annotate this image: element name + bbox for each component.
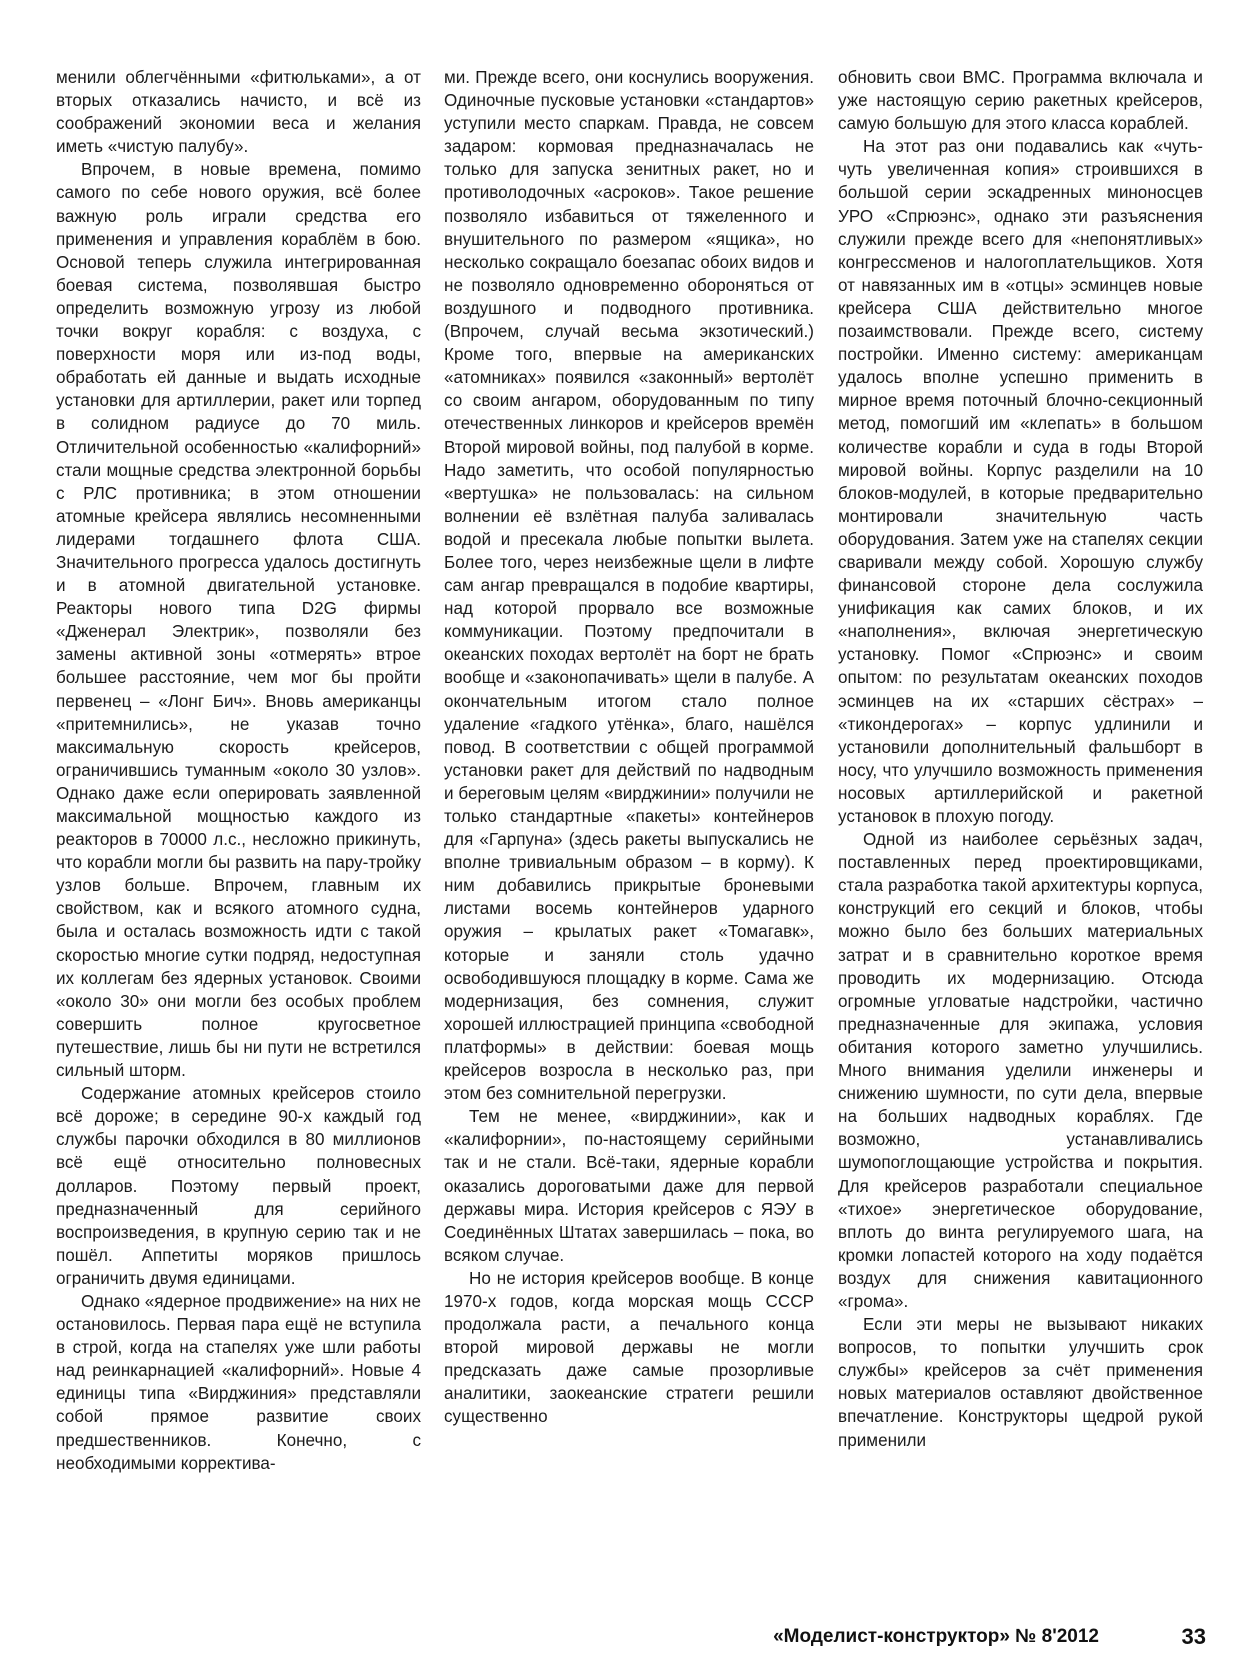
text-column-1 [56,66,421,1475]
text-column-3 [838,66,1203,1452]
magazine-title: «Моделист-конструктор» № 8'2012 [773,1626,1099,1647]
paragraph: менили облегчёнными «фитюльками», а от вторых отказались начисто, и всё из соображений экономии веса и желания иметь «чистую палубу». [56,68,421,157]
text-column-2 [444,66,814,1429]
paragraph: Но не история крейсеров вообще. В конце 1970-х годов, когда морская мощь СССР продолжала расти, а печального конца второй мировой державы не могли предсказать даже самые прозорливые аналитики, заокеанские стратеги решили существенно [444,1268,814,1427]
page-footer [0,1626,1254,1652]
paragraph: Однако «ядерное продвижение» на них не остановилось. Первая пара ещё не вступила в строй, когда на стапелях уже шли работы над реинкарнацией «калифорний». Новые 4 единицы типа «Вирджиния» представляли собой прямое развитие своих предшественников. Конечно, с необходимыми корректива- [56,1291,421,1473]
paragraph: Впрочем, в новые времена, помимо самого по себе нового оружия, всё более важную роль играли средства его применения и управления кораблём в бою. Основой теперь служила интегрированная боевая система, позволявшая быстро определить возможную угрозу из любой точки вокруг корабля: с воздуха, с поверхности моря или из-под воды, обработать ей данные и выдать исходные установки для артиллерии, ракет или торпед в солидном радиусе до 70 миль. Отличительной особенностью «калифорний» стали мощные средства электронной борьбы с РЛС противника; в этом отношении атомные крейсера являлись несомненными лидерами тогдашнего флота США. Значительного прогресса удалось достигнуть и в атомной двигательной установке. Реакторы нового типа D2G фирмы «Дженерал Электрик», позволяли без замены активной зоны «отмерять» втрое большее расстояние, чем мог бы пройти первенец – «Лонг Бич». Вновь американцы «притемнились», не указав точно максимальную скорость крейсеров, ограничившись туманным «около 30 узлов». Однако даже если оперировать заявленной максимальной мощностью каждого из реакторов в 70000 л.с., несложно прикинуть, что корабли могли бы развить на пару-тройку узлов больше. Впрочем, главным их свойством, как и всякого атомного судна, была и осталась возможность идти с такой скоростью многие сутки подряд, недоступная их коллегам без ядерных установок. Своими «около 30» они могли без особых проблем совершить полное кругосветное путешествие, лишь бы ни пути не встретился сильный шторм. [56,160,421,1081]
page-number: 33 [1181,1624,1206,1649]
paragraph: Содержание атомных крейсеров стоило всё дороже; в середине 90-х каждый год службы парочки обходился в 80 миллионов всё ещё относительно полновесных долларов. Поэтому первый проект, предназначенный для серийного воспроизведения, в крупную серию так и не пошёл. Аппетиты моряков пришлось ограничить двумя единицами. [56,1084,421,1288]
paragraph: ми. Прежде всего, они коснулись вооружения. Одиночные пусковые установки «стандартов» уступили место спаркам. Правда, не совсем задаром: кормовая предназначалась не только для запуска зенитных ракет, но и противолодочных «асроков». Такое решение позволяло избавиться от тяжеленного и внушительного по размером «ящика», но несколько сокращало боезапас обоих видов и не позволяло одновременно обороняться от воздушного и подводного противника. (Впрочем, случай весьма экзотический.) Кроме того, впервые на американских «атомниках» появился «законный» вертолёт со своим ангаром, оборудованным по типу отечественных линкоров и крейсеров времён Второй мировой войны, под палубой в корме. Надо заметить, что особой популярностью «вертушка» не пользовалась: на сильном волнении её взлётная палуба заливалась водой и пресекала любые попытки вылета. Более того, через неизбежные щели в лифте сам ангар превращался в подобие квартиры, над которой прорвало все возможные коммуникации. Поэтому предпочитали в океанских походах вертолёт на борт не брать вообще и «законопачивать» щели в палубе. А окончательным итогом стало полное удаление «гадкого утёнка», благо, нашёлся повод. В соответствии с общей программой установки ракет для действий по надводным и береговым целям «вирджинии» получили не только стандартные «пакеты» контейнеров для «Гарпуна» (здесь ракеты выпускались не вполне тривиальным образом – в корму). К ним добавились прикрытые броневыми листами восемь контейнеров ударного оружия – крылатых ракет «Томагавк», которые и заняли столь удачно освободившуюся площадку в корме. Сама же модернизация, без сомнения, служит хорошей иллюстрацией принципа «свободной платформы» в действии: боевая мощь крейсеров возросла в несколько раз, при этом без сомнительной перегрузки. [444,68,814,1104]
paragraph: Одной из наиболее серьёзных задач, поставленных перед проектировщиками, стала разработка такой архитектуры корпуса, конструкций его секций и блоков, чтобы можно было без больших материальных затрат и в сравнительно короткое время проводить их модернизацию. Отсюда огромные угловатые надстройки, частично предназначенные для экипажа, условия обитания которого заметно улучшились. Много внимания уделили инженеры и снижению шумности, по сути дела, впервые на больших надводных кораблях. Где возможно, устанавливались шумопоглощающие устройства и покрытия. Для крейсеров разработали специальное «тихое» энергетическое оборудование, вплоть до винта регулируемого шага, на кромки лопастей которого на ходу подаётся воздух для снижения кавитационного «грома». [838,830,1203,1311]
paragraph: обновить свои ВМС. Программа включала и уже настоящую серию ракетных крейсеров, самую большую для этого класса кораблей. [838,68,1203,134]
paragraph: На этот раз они подавались как «чуть-чуть увеличенная копия» строившихся в большой серии эскадренных миноносцев УРО «Спрюэнс», однако эти разъяснения служили прежде всего для «непонятливых» конгрессменов и налогоплательщиков. Хотя от навязанных им в «отцы» эсминцев новые крейсера США действительно многое позаимствовали. Прежде всего, систему постройки. Именно систему: американцам удалось вполне успешно применить в мирное время поточный блочно-секционный метод, помогший им «клепать» в большом количестве корабли и суда в годы Второй мировой войны. Корпус разделили на 10 блоков-модулей, в которые предварительно монтировали значительную часть оборудования. Затем уже на стапелях секции сваривали между собой. Хорошую службу финансовой стороне дела сослужила унификация как самих блоков, и их «наполнения», включая энергетическую установку. Помог «Спрюэнс» и своим опытом: по результатам океанских походов эсминцев на их «старших сёстрах» – «тикондерогах» – корпус удлинили и установили дополнительный фальшборт в носу, что улучшило возможность применения носовых артиллерийской и ракетной установок в плохую погоду. [838,137,1203,826]
paragraph: Тем не менее, «вирджинии», как и «калифорнии», по-настоящему серийными так и не стали. Всё-таки, ядерные корабли оказались дороговатыми даже для первой державы мира. История крейсеров с ЯЭУ в Соединённых Штатах завершилась – пока, во всяком случае. [444,1107,814,1265]
paragraph: Если эти меры не вызывают никаких вопросов, то попытки улучшить срок службы» крейсеров за счёт применения новых материалов оставляют двойственное впечатление. Конструкторы щедрой рукой применили [838,1315,1203,1450]
